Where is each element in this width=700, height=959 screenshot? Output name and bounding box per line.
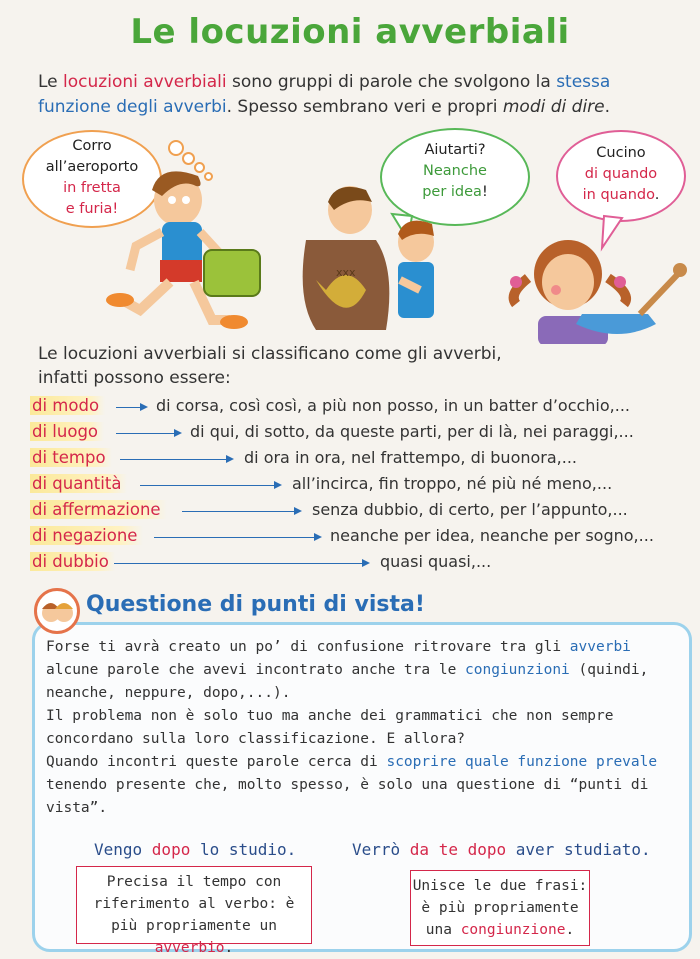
info-box-text: Forse ti avrà creato un po’ di confusione ritrovare tra gli avverbi alcune parole che avevi incontrato anche tra le congiunzioni (quindi, neanche, neppure, dopo,...). Il problema non è solo tuo ma anche dei grammatici che non sempre concordano sulla loro classificazione. E allora? Quando incontri queste parole cerca di scoprire quale funzione prevale tenendo presente che, molto spesso, è solo una questione di “punti di vista”.	[46, 639, 658, 816]
classification-intro: Le locuzioni avverbiali si classificano come gli avverbi, infatti possono essere:	[38, 344, 502, 388]
speech-bubble-cook: Cucino di quando in quando.	[556, 130, 686, 222]
running-boy-illustration	[100, 160, 280, 340]
page-title: Le locuzioni avverbiali	[130, 12, 570, 52]
speech-bubble-friends: Aiutarti? Neanche per idea!	[380, 128, 530, 226]
kids-face-icon	[34, 588, 80, 634]
note-avverbio: Precisa il tempo con riferimento al verbo: è più propriamente un avverbio.	[76, 866, 312, 944]
cooking-girl-illustration	[508, 224, 688, 344]
section-title: Questione di punti di vista!	[86, 592, 425, 617]
svg-text:xxx: xxx	[336, 266, 356, 279]
note-congiunzione: Unisce le due frasi: è più propriamente una congiunzione.	[410, 870, 590, 946]
intro-paragraph: Le locuzioni avverbiali sono gruppi di parole che svolgono la stessa funzione degli avverbi. Spesso sembrano veri e propri modi di dire.	[38, 72, 611, 117]
speech-bubble-runner: Corro all’aeroporto in fretta e furia!	[22, 130, 162, 228]
example-sentence-2: Verrò da te dopo aver studiato.	[352, 840, 651, 859]
example-sentence-1: Vengo dopo lo studio.	[94, 840, 297, 859]
friends-illustration	[296, 180, 466, 340]
